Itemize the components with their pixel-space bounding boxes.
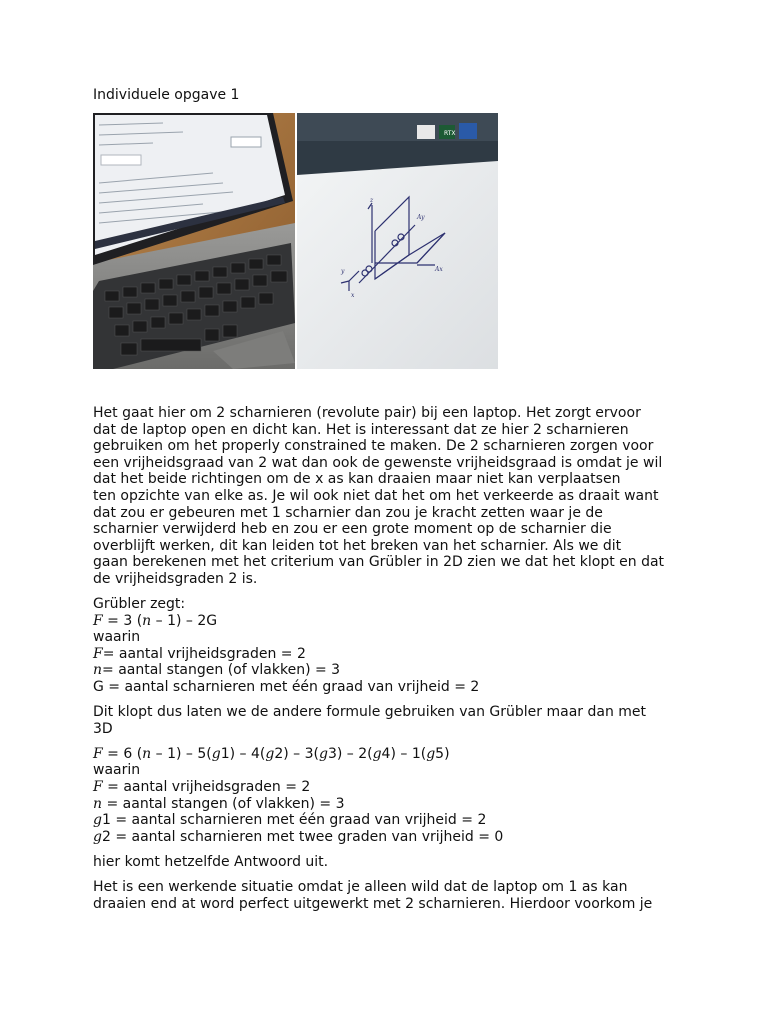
paragraph-line: Dit klopt dus laten we de andere formule gebruiken van Grübler maar dan met <box>93 704 647 721</box>
definition-g1 <box>93 812 683 829</box>
definition-text: = aantal vrijheidsgraden = 2 <box>102 645 306 662</box>
definition-n <box>93 796 683 813</box>
formula-text: 5) <box>435 745 450 762</box>
grubler-2d-block <box>93 596 683 696</box>
formula-text: 3) – 2( <box>327 745 373 762</box>
formula-text: = 3 ( <box>102 612 143 629</box>
sketch-label-z: z <box>370 197 374 204</box>
symbol-n: n <box>93 795 103 812</box>
grubler-3d-formula <box>93 746 683 763</box>
formula-text: 4) – 1( <box>381 745 427 762</box>
paragraph-line: Het gaat hier om 2 scharnieren (revolute pair) bij een laptop. Het zorgt ervoor <box>93 405 641 421</box>
paragraph-line: een vrijheidsgraad van 2 wat dan ook de gewenste vrijheidsgraad is omdat je wil <box>93 454 663 471</box>
symbol-g: g <box>211 745 221 762</box>
definition-text: = aantal stangen (of vlakken) = 3 <box>102 795 345 812</box>
paragraph-line: Het is een werkende situatie omdat je alleen wild dat de laptop om 1 as kan <box>93 878 628 895</box>
sketch-label-y: y <box>341 268 345 275</box>
formula-text: 2) – 3( <box>274 745 319 762</box>
symbol-f: F <box>93 778 103 795</box>
sketch-label-x: x <box>351 292 355 299</box>
paragraph-line: de vrijheidsgraden 2 is. <box>93 570 258 587</box>
definition-text: 1 = aantal scharnieren met één graad van vrijheid = 2 <box>101 812 487 829</box>
definition-text: = aantal stangen (of vlakken) = 3 <box>102 662 341 679</box>
document-heading: Individuele opgave 1 <box>93 87 240 103</box>
definition-f <box>93 646 683 663</box>
definition-n <box>93 662 683 679</box>
paragraph-line: gaan berekenen met het criterium van Grübler in 2D zien we dat het klopt en dat <box>93 554 665 571</box>
symbol-g: g <box>93 812 102 829</box>
waarin-label: waarin <box>93 762 141 779</box>
photo-pair <box>93 113 498 369</box>
symbol-g: g <box>93 828 102 845</box>
definition-text: 2 = aantal scharnieren met twee graden van vrijheid = 0 <box>101 828 504 845</box>
symbol-n: n <box>93 662 103 679</box>
formula-text: 1) – 4( <box>220 745 266 762</box>
formula-text: = 6 ( <box>102 745 143 762</box>
definition-f <box>93 779 683 796</box>
paragraph-3d-intro <box>93 704 683 737</box>
sketch-label-ax: Ax <box>435 266 443 273</box>
sketch-label-ay: Ay <box>417 214 425 221</box>
definition-g2 <box>93 829 683 846</box>
symbol-g: g <box>426 745 436 762</box>
symbol-g: g <box>265 745 275 762</box>
grubler-3d-block <box>93 746 683 846</box>
paragraph-line: scharnier verwijderd heb en zou er een grote moment op de scharnier die <box>93 521 612 538</box>
waarin-label: waarin <box>93 629 141 646</box>
definition-g: G = aantal scharnieren met één graad van vrijheid = 2 <box>93 679 480 695</box>
paragraph-line: dat het beide richtingen om de x as kan draaien maar niet kan verplaatsen <box>93 471 621 488</box>
formula-text: – 1) – 5( <box>151 745 212 762</box>
formula-text: – 1) – 2G <box>151 612 218 629</box>
laptop-photo <box>93 113 295 369</box>
symbol-g: g <box>372 745 382 762</box>
paragraph-line: dat de laptop open en dicht kan. Het is interessant dat ze hier 2 scharnieren <box>93 421 629 438</box>
paragraph-line: hier komt hetzelfde Antwoord uit. <box>93 853 329 870</box>
paragraph-hinges-intro <box>93 405 683 588</box>
symbol-g: g <box>318 745 328 762</box>
symbol-n: n <box>142 745 152 762</box>
document-body <box>93 405 683 921</box>
grubler-intro: Grübler zegt: <box>93 596 186 613</box>
paragraph-line: overblijft werken, dit kan leiden tot het breken van het scharnier. Als we dit <box>93 537 622 554</box>
symbol-f: F <box>93 645 103 662</box>
sketch-photo <box>297 113 498 369</box>
definition-text: = aantal vrijheidsgraden = 2 <box>102 778 311 795</box>
paragraph-line: ten opzichte van elke as. Je wil ook niet dat het om het verkeerde as draait want <box>93 487 659 504</box>
grubler-2d-formula <box>93 613 683 630</box>
paragraph-line: draaien end at word perfect uitgewerkt met 2 scharnieren. Hierdoor voorkom je <box>93 895 653 912</box>
symbol-f: F <box>93 745 103 762</box>
rtx-sticker-text: RTX <box>444 130 456 137</box>
paragraph-line: dat zou er gebeuren met 1 scharnier dan zou je kracht zetten waar je de <box>93 504 603 521</box>
paragraph-line: 3D <box>93 720 113 737</box>
paragraph-conclusion <box>93 879 683 912</box>
paragraph-same-answer <box>93 854 683 871</box>
paragraph-line: gebruiken om het properly constrained te maken. De 2 scharnieren zorgen voor <box>93 438 654 455</box>
symbol-n: n <box>142 612 152 629</box>
symbol-f: F <box>93 612 103 629</box>
